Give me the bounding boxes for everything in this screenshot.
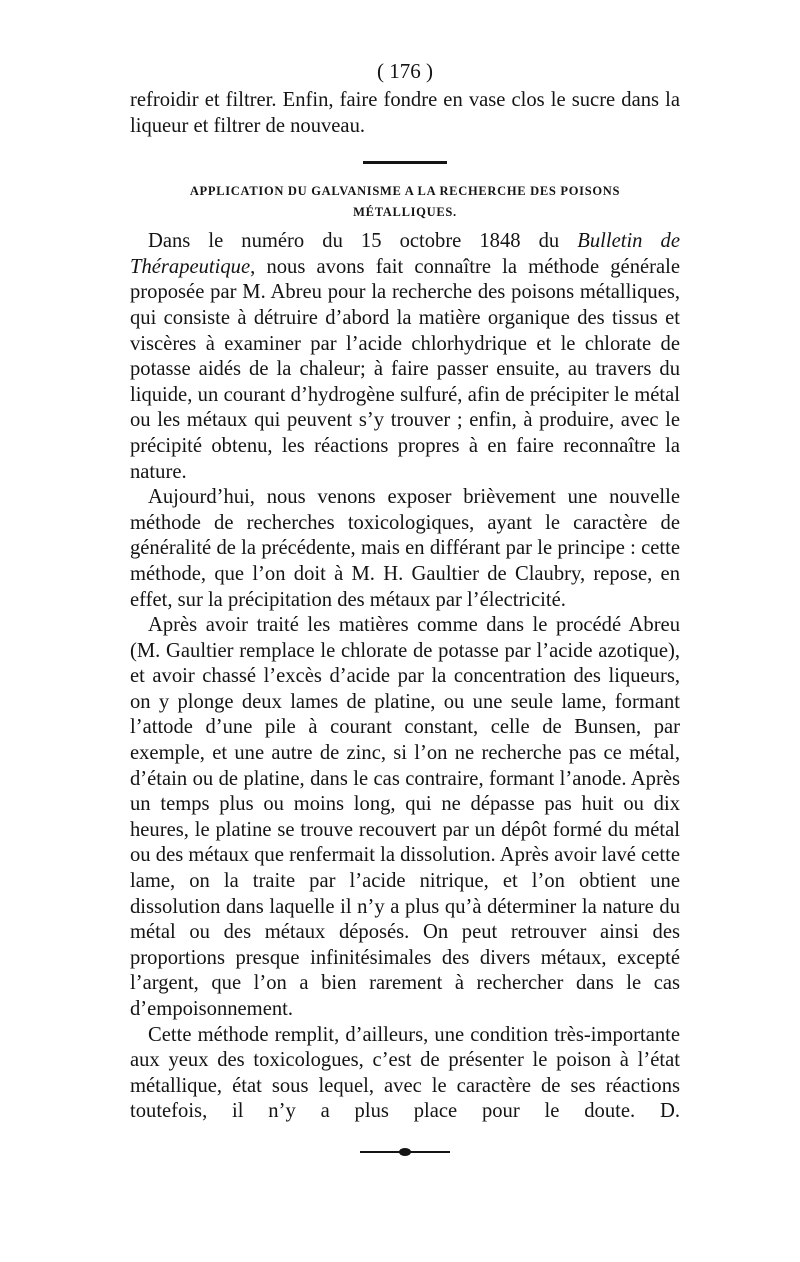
paragraph-4 [130, 1023, 680, 1125]
section-heading-line1: APPLICATION DU GALVANISME A LA RECHERCHE DES POISONS [189, 184, 621, 199]
continued-paragraph: refroidir et filtrer. Enfin, faire fondre en vase clos le sucre dans la liqueur et filtrer de nouveau. [130, 89, 680, 137]
paragraph-2: Aujourd’hui, nous venons exposer brièvement une nouvelle méthode de recherches toxicologiques, ayant le caractère de généralité de la précédente, mais en différant par le principe : cette méthode, que l’on doit à M. H. Gaultier de Claubry, repose, en effet, sur la précipitation des métaux par l’électricité. [130, 486, 680, 611]
paragraph-1 [130, 229, 680, 485]
paragraph-1-rest: , nous avons fait connaître la méthode générale proposée par M. Abreu pour la recherche des poisons métalliques, qui consiste à détruire d’abord la matière organique des tissus et viscères à examiner par l’acide chlorhydrique et le chlorate de potasse aidés de la chaleur; à faire passer ensuite, au travers du liquide, un courant d’hydrogène sulfuré, afin de précipiter le métal ou les métaux qui peuvent s’y trouver ; enfin, à produire, avec le précipité obtenu, les réactions propres à en faire reconnaître la nature. [130, 255, 680, 483]
paragraph-1-start: Dans le numéro du 15 octobre 1848 du [148, 230, 578, 253]
paragraph-3: Après avoir traité les matières comme dans le procédé Abreu (M. Gaultier remplace le chlorate de potasse par l’acide azotique), et avoir chassé l’excès d’acide par la concentration des liqueurs, on y plonge deux lames de platine, ou une seule lame, formant l’attode d’une pile à courant constant, celle de Bunsen, par exemple, et une autre de zinc, si l’on ne recherche pas ce métal, d’étain ou de platine, dans le cas contraire, formant l’anode. Après un temps plus ou moins long, qui ne dépasse pas huit ou dix heures, le platine se trouve recouvert par un dépôt formé du métal ou des métaux que renfermait la dissolution. Après avoir lavé cette lame, on la traite par l’acide nitrique, et l’on obtient une dissolution dans laquelle il n’y a plus qu’à déterminer la nature du métal ou des métaux déposés. On peut retrouver ainsi des proportions presque infinitésimales des divers métaux, excepté l’argent, que l’on a bien rarement à rechercher dans le cas d’empoisonnement. [130, 614, 680, 1020]
paragraph-4-text: Cette méthode remplit, d’ailleurs, une condition très-importante aux yeux des toxicologues, c’est de présenter le poison à l’état métallique, état sous lequel, avec le caractère de ses réactions toutefois, il n’y a plus place pour le doute. [130, 1023, 680, 1123]
journal-title: Bulletin de Thérapeutique [130, 230, 680, 278]
section-heading-line2: MÉTALLIQUES. [353, 205, 457, 220]
page-number: ( 176 ) [377, 59, 433, 83]
ornament-dot [399, 1148, 411, 1156]
end-ornament [360, 1146, 450, 1158]
author-signature: D. [659, 1100, 680, 1123]
book-page [130, 56, 680, 1158]
section-separator-rule [363, 161, 447, 164]
section-heading [130, 181, 680, 223]
